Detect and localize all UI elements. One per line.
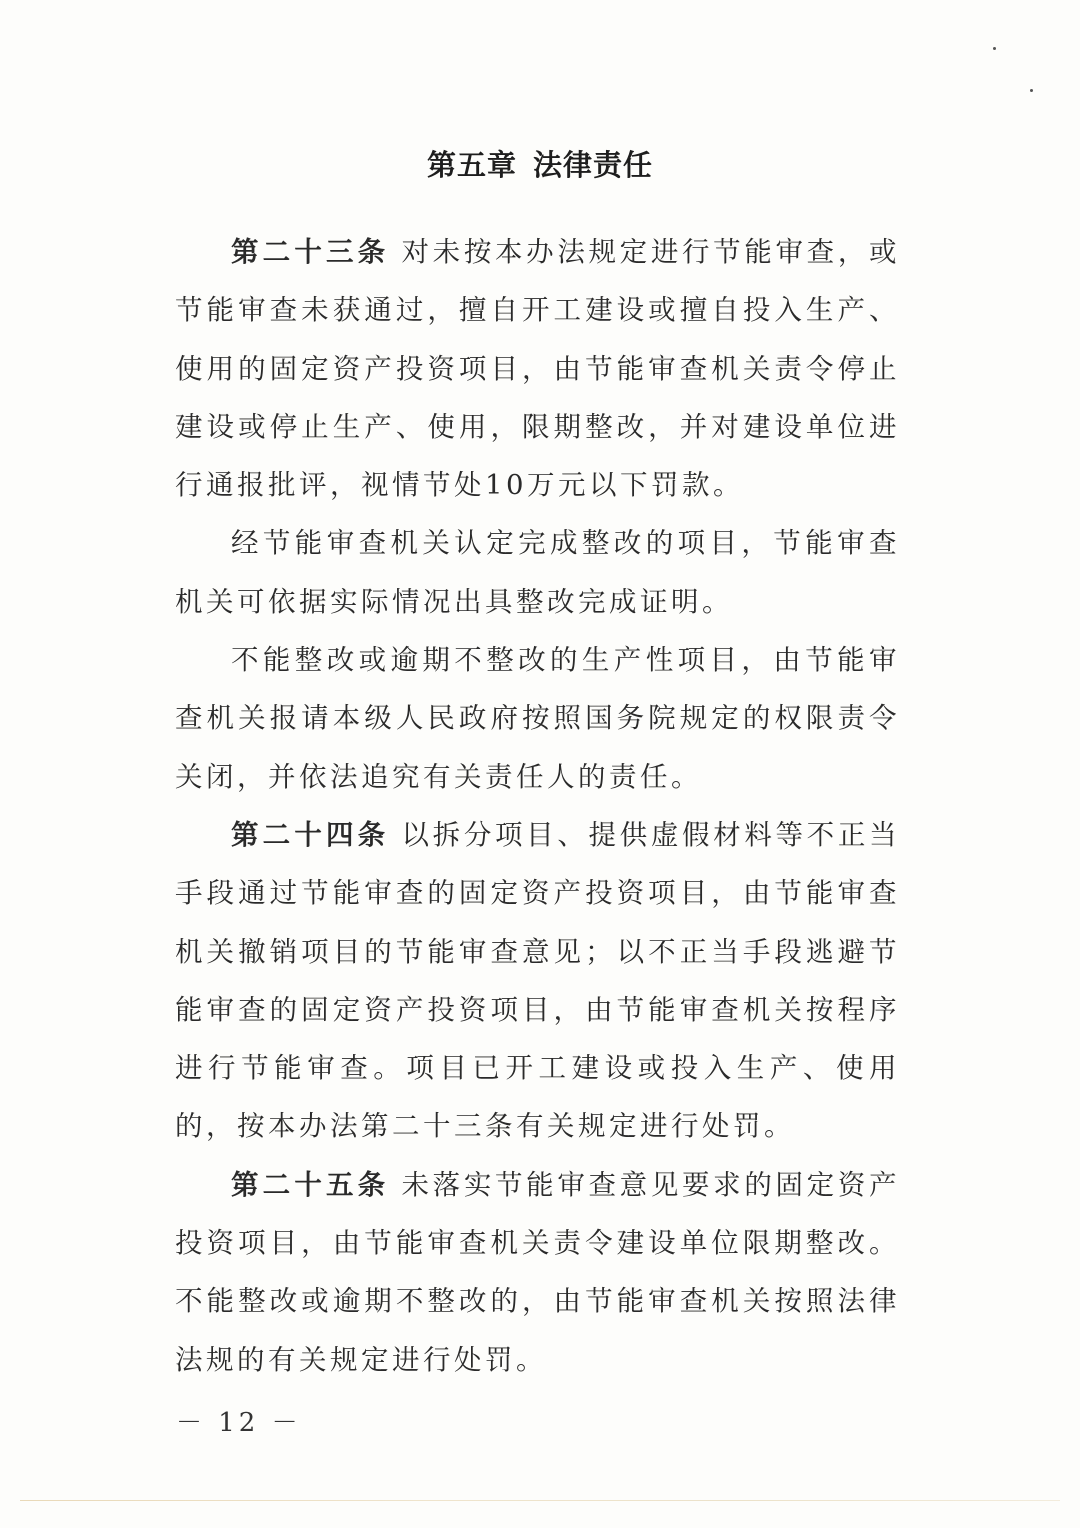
chapter-title — [0, 143, 1080, 184]
paragraph-text: 经节能审查机关认定完成整改的项目，节能审查机关可依据实际情况出具整改完成证明。 — [175, 527, 900, 618]
paragraph — [175, 514, 900, 631]
scan-speck — [993, 47, 996, 50]
paragraph-text: 对未按本办法规定进行节能审查，或节能审查未获通过，擅自开工建设或擅自投入生产、使用的固定资产投资项目，由节能审查机关责令停止建设或停止生产、使用，限期整改，并对建设单位进行通报批评，视情节处10万元以下罚款。 — [175, 236, 901, 502]
document-body — [175, 223, 900, 1389]
paragraph-text: 不能整改或逾期不整改的生产性项目，由节能审查机关报请本级人民政府按照国务院规定的权限责令关闭，并依法追究有关责任人的责任。 — [175, 644, 900, 793]
paragraph-article-25 — [175, 1156, 900, 1389]
paragraph-text: 未落实节能审查意见要求的固定资产投资项目，由节能审查机关责令建设单位限期整改。不能整改或逾期不整改的，由节能审查机关按照法律法规的有关规定进行处罚。 — [175, 1168, 901, 1376]
paragraph-article-23 — [175, 223, 900, 514]
scan-speck — [1030, 89, 1033, 92]
article-heading: 第二十四条 — [231, 818, 390, 851]
article-heading: 第二十五条 — [231, 1168, 390, 1201]
paragraph-text: 以拆分项目、提供虚假材料等不正当手段通过节能审查的固定资产投资项目，由节能审查机关撤销项目的节能审查意见；以不正当手段逃避节能审查的固定资产投资项目，由节能审查机关按程序进行节能审查。项目已开工建设或投入生产、使用的，按本办法第二十三条有关规定进行处罚。 — [175, 818, 901, 1143]
scan-edge — [20, 1500, 1060, 1501]
article-heading: 第二十三条 — [231, 236, 390, 268]
chapter-number: 第五章 — [426, 148, 517, 182]
page-number: － 12 － — [176, 1408, 302, 1438]
paragraph-article-24 — [175, 806, 900, 1156]
chapter-name: 法律责任 — [533, 148, 654, 182]
paragraph — [175, 631, 900, 806]
